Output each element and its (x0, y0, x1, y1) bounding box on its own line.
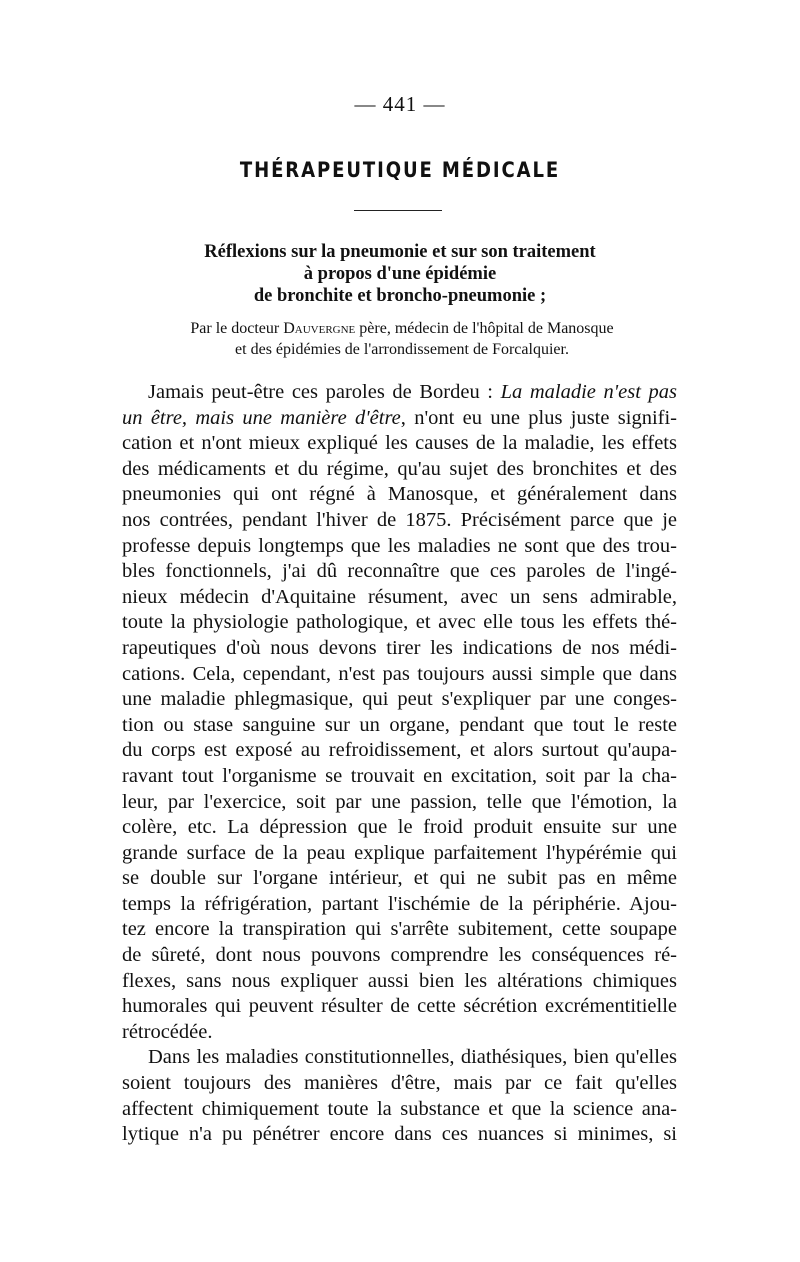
body-line: Jamais peut-être ces paroles de Bordeu : La maladie n'est pas (148, 381, 677, 403)
byline-line-2: et des épidémies de l'arrondissement de Forcalquier. (235, 341, 569, 358)
body-line: bles fonctionnels, j'ai dû reconnaître que ces paroles de l'ingé- (122, 560, 677, 583)
body-line: nieux médecin d'Aquitaine résument, avec un sens admirable, (122, 585, 677, 608)
body-line: grande surface de la peau explique parfaitement l'hypérémie qui (122, 841, 677, 864)
body-line: ravant tout l'organisme se trouvait en excitation, soit par la cha- (122, 764, 677, 787)
body-line: des médicaments et du régime, qu'au sujet des bronchites et des (122, 457, 677, 480)
body-line: cation et n'ont mieux expliqué les causes de la maladie, les effets (122, 432, 677, 455)
body-line: cations. Cela, cependant, n'est pas toujours aussi simple que dans (122, 662, 677, 685)
author-byline (0, 318, 800, 360)
body-line: flexes, sans nous expliquer aussi bien les altérations chimiques (122, 969, 677, 992)
body-line: soient toujours des manières d'être, mais par ce fait qu'elles (122, 1072, 677, 1095)
body-line: rétrocédée. (122, 1020, 213, 1043)
article-body (122, 380, 677, 1148)
author-name: Dauvergne (283, 320, 356, 337)
article-title-line: Réflexions sur la pneumonie et sur son traitement (204, 242, 596, 262)
body-line: tion ou stase sanguine sur un organe, pendant que tout le reste (122, 713, 677, 736)
article-title-line: de bronchite et broncho-pneumonie ; (253, 286, 547, 306)
body-line: un être, mais une manière d'être, n'ont eu une plus juste signifi- (122, 406, 677, 429)
body-line: colère, etc. La dépression que le froid produit ensuite sur une (122, 816, 677, 839)
title-divider (354, 210, 442, 211)
section-title: THÉRAPEUTIQUE MÉDICALE (239, 158, 561, 182)
body-line: du corps est exposé au refroidissement, et alors surtout qu'aupa- (122, 739, 677, 762)
body-line: une maladie phlegmasique, qui peut s'expliquer par une conges- (122, 688, 677, 711)
article-title-line: à propos d'une épidémie (303, 264, 497, 284)
byline-prefix: Par le docteur (190, 320, 284, 337)
body-line: Dans les maladies constitutionnelles, diathésiques, bien qu'elles (148, 1046, 677, 1069)
body-line: leur, par l'exercice, soit par une passion, telle que l'émotion, la (122, 790, 677, 813)
body-line: lytique n'a pu pénétrer encore dans ces nuances si minimes, si (122, 1123, 677, 1146)
body-line: humorales qui peuvent résulter de cette sécrétion excrémentitielle (122, 995, 677, 1018)
body-line: rapeutiques d'où nous devons tirer les indications de nos médi- (122, 636, 677, 659)
body-line: temps la réfrigération, partant l'ischémie de la périphérie. Ajou- (122, 892, 677, 915)
body-line: tez encore la transpiration qui s'arrête subitement, cette soupape (122, 918, 677, 941)
body-line: se double sur l'organe intérieur, et qui ne subit pas en même (122, 867, 677, 890)
body-line: professe depuis longtemps que les maladies ne sont que des trou- (122, 534, 677, 557)
body-line: nos contrées, pendant l'hiver de 1875. Précisément parce que je (122, 508, 677, 531)
body-line: toute la physiologie pathologique, et avec elle tous les effets thé- (122, 611, 677, 634)
body-line: pneumonies qui ont régné à Manosque, et généralement dans (122, 483, 677, 506)
body-line: affectent chimiquement toute la substance et que la science ana- (122, 1097, 677, 1120)
body-line: de sûreté, dont nous pouvons comprendre les conséquences ré- (122, 944, 677, 967)
byline-line-1 (4, 318, 800, 339)
page-number: — 441 — (354, 92, 446, 116)
byline-suffix: père, médecin de l'hôpital de Manosque (355, 320, 614, 337)
article-title (0, 241, 800, 307)
